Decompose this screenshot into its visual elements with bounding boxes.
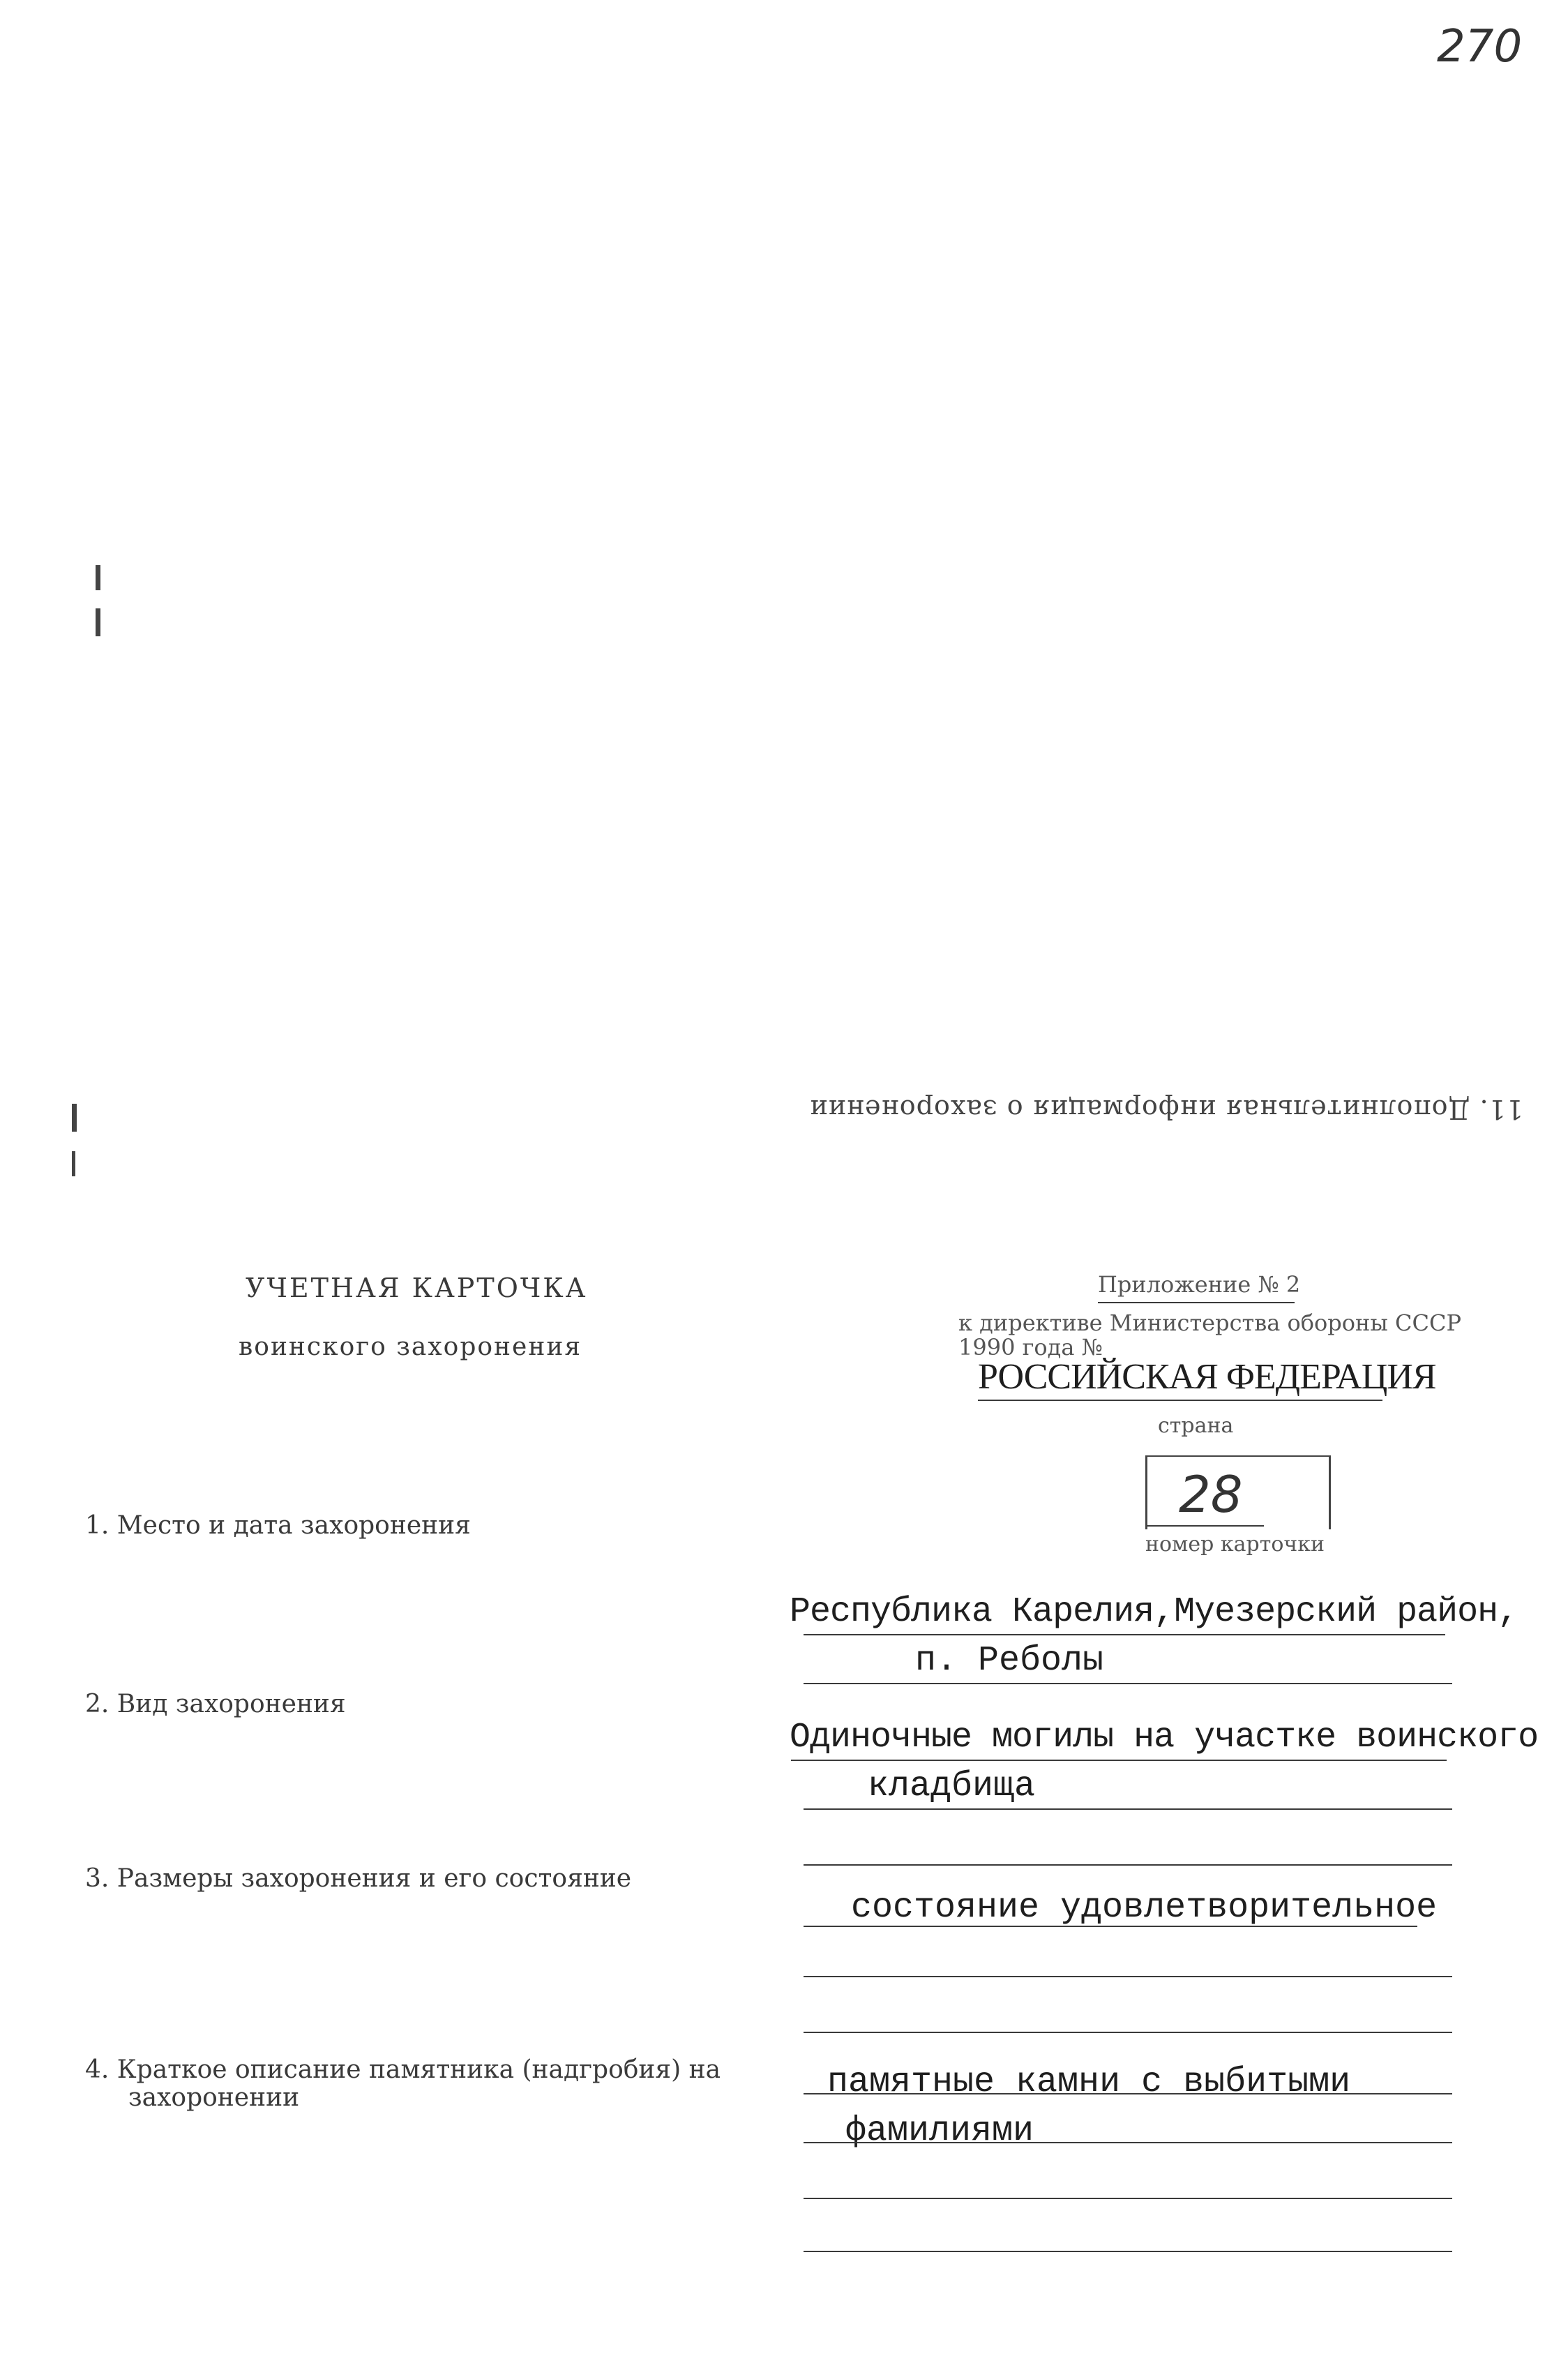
field-4-value-line-1: памятные камни с выбитыми	[827, 2062, 1351, 2102]
country-value: РОССИЙСКАЯ ФЕДЕРАЦИЯ	[978, 1357, 1436, 1397]
field-2-label: 2. Вид захоронения	[85, 1690, 346, 1718]
field-4-line	[804, 2142, 1452, 2143]
field-2-line	[791, 1760, 1447, 1761]
field-2-value-line-2: кладбища	[868, 1767, 1036, 1806]
field-3-value-line-1: состояние удовлетворительное	[851, 1888, 1438, 1928]
field-1-line	[804, 1683, 1452, 1684]
binding-mark	[72, 1104, 77, 1132]
field-4-line	[804, 2198, 1452, 2199]
field-2-line	[804, 1808, 1452, 1810]
card-subtitle: воинского захоронения	[239, 1333, 582, 1361]
field-4-label-line-1: 4. Краткое описание памятника (надгробия) на	[85, 2055, 721, 2084]
card-number-caption: номер карточки	[1145, 1532, 1325, 1557]
field-3-line	[804, 1926, 1417, 1927]
appendix-line-2: к директиве Министерства обороны СССР	[958, 1310, 1461, 1336]
field-4-line	[804, 2251, 1452, 2252]
page-number: 270	[1437, 21, 1523, 73]
bleed-through-heading: 11. Дополнительная информация о захоронении	[809, 1094, 1523, 1125]
binding-mark	[96, 608, 100, 636]
appendix-line-3: 1990 года №	[958, 1334, 1103, 1361]
field-4-value-line-2: фамилиями	[845, 2111, 1034, 2151]
field-1-label: 1. Место и дата захоронения	[85, 1511, 471, 1540]
country-caption: страна	[1158, 1414, 1234, 1438]
field-2-line	[804, 1864, 1452, 1866]
binding-mark	[96, 565, 100, 590]
field-1-value-line-2: п. Реболы	[915, 1641, 1104, 1681]
card-title: УЧЕТНАЯ КАРТОЧКА	[246, 1273, 588, 1303]
appendix-underline	[1098, 1302, 1295, 1303]
field-3-label: 3. Размеры захоронения и его состояние	[85, 1864, 632, 1893]
country-underline	[978, 1400, 1382, 1401]
card-number-value: 28	[1179, 1465, 1243, 1524]
field-2-value-line-1: Одиночные могилы на участке воинского	[790, 1718, 1539, 1757]
field-3-line	[804, 1976, 1452, 1977]
appendix-line-1: Приложение № 2	[1098, 1271, 1301, 1298]
field-1-value-line-1: Республика Карелия,Муезерский район,	[790, 1592, 1518, 1632]
field-3-line	[804, 2032, 1452, 2033]
field-1-line	[804, 1634, 1445, 1635]
field-4-line	[804, 2093, 1452, 2094]
binding-mark	[72, 1151, 75, 1176]
card-number-underline	[1147, 1525, 1264, 1527]
field-4-label-line-2: захоронении	[128, 2083, 300, 2112]
